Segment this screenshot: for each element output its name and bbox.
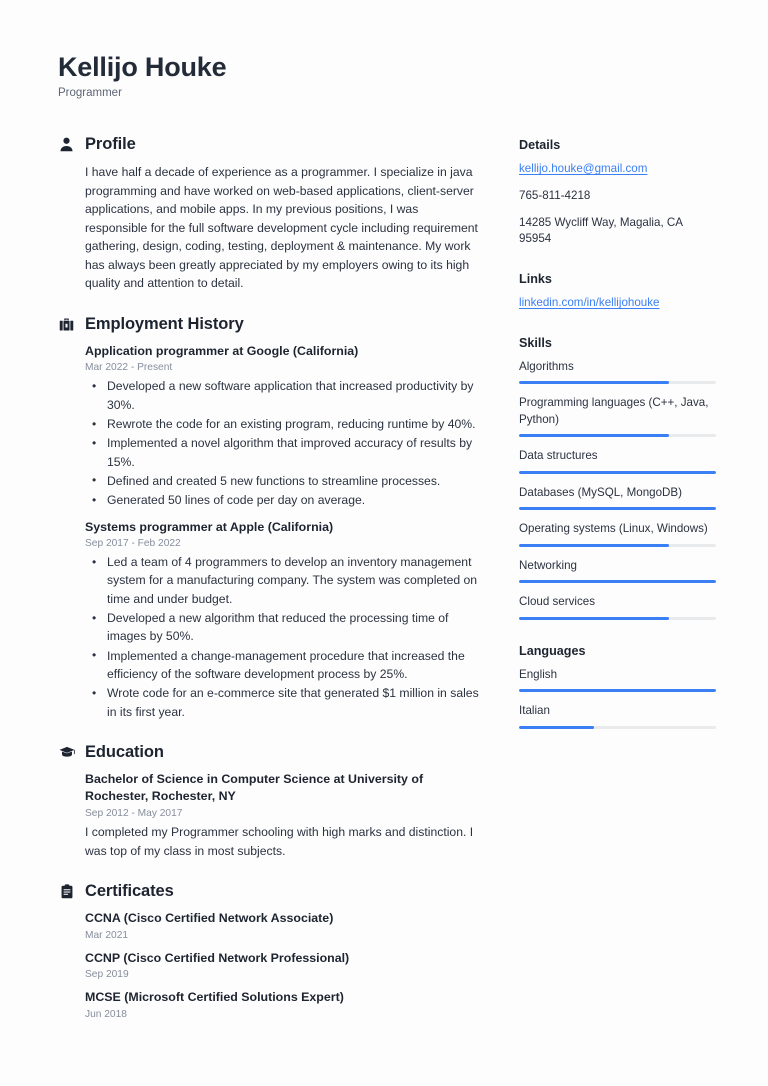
certificate-entry: [85, 989, 483, 1020]
sidebar-skills-title: Skills: [519, 336, 552, 351]
skill-level-track: [519, 434, 716, 437]
list-item: • Implemented a novel algorithm that improved accuracy of results by 15%.: [85, 434, 483, 471]
employment-entry-date: Sep 2017 - Feb 2022: [85, 538, 181, 550]
skill-item: [519, 448, 716, 473]
user-icon: [58, 136, 75, 153]
section-employment: [58, 315, 483, 721]
email-link[interactable]: kellijo.houke@gmail.com: [519, 162, 648, 176]
section-profile: [58, 135, 483, 293]
skill-item: [519, 485, 716, 510]
sidebar-languages: [519, 644, 716, 729]
skill-level-fill: [519, 434, 669, 437]
skill-level-track: [519, 381, 716, 384]
section-employment-body: [58, 343, 483, 721]
language-label: English: [519, 667, 558, 681]
section-profile-title: Profile: [85, 135, 136, 154]
skill-item: [519, 395, 716, 437]
section-certificates: [58, 882, 483, 1020]
briefcase-icon: [58, 316, 75, 333]
sidebar-details-title: Details: [519, 138, 561, 153]
skill-label: Operating systems (Linux, Windows): [519, 522, 708, 536]
list-item: • Implemented a change-management procedure that increased the efficiency of the software development process by 25%.: [85, 647, 483, 684]
main-column: [58, 135, 483, 1042]
employment-entry-title: Application programmer at Google (California): [85, 343, 359, 358]
certificate-title: CCNA (Cisco Certified Network Associate): [85, 911, 334, 926]
skill-label: Algorithms: [519, 360, 574, 374]
certificate-title: MCSE (Microsoft Certified Solutions Expert): [85, 990, 344, 1005]
language-level-track: [519, 726, 716, 729]
clipboard-icon: [58, 883, 75, 900]
skill-level-track: [519, 617, 716, 620]
skill-level-fill: [519, 381, 669, 384]
section-employment-title: Employment History: [85, 314, 244, 333]
employment-entry-date: Mar 2022 - Present: [85, 362, 173, 374]
skill-level-fill: [519, 580, 716, 583]
list-item: • Generated 50 lines of code per day on average.: [85, 491, 483, 509]
list-item: • Led a team of 4 programmers to develop an inventory management system for a manufacturing company. The system was completed on time and under budget.: [85, 553, 483, 608]
resume-columns: [58, 135, 724, 1042]
list-item: • Wrote code for an e-commerce site that generated $1 million in sales in its first year.: [85, 684, 483, 721]
list-item: • Developed a new software application that increased productivity by 30%.: [85, 377, 483, 414]
education-entry: [85, 771, 483, 860]
section-profile-body: [58, 163, 483, 293]
employment-entry: [85, 343, 483, 510]
employment-entry-bullets: [85, 377, 483, 509]
profile-text: I have half a decade of experience as a programmer. I specialize in java programming and have worked on web-based applications, client-server applications, and mobile apps. In my previous positions, I was responsible for the full software development cycle including requirement gathering, design, coding, testing, deployment & maintenance. My work has always been greatly appreciated by my employers owing to its high quality and attention to detail.: [85, 165, 478, 291]
language-item: [519, 667, 716, 692]
candidate-job-title: Programmer: [58, 87, 122, 100]
sidebar-links: [519, 272, 716, 312]
candidate-name: Kellijo Houke: [58, 52, 227, 82]
linkedin-link[interactable]: linkedin.com/in/kellijohouke: [519, 296, 660, 310]
section-employment-header: [58, 315, 483, 334]
skill-label: Databases (MySQL, MongoDB): [519, 485, 683, 499]
section-education: [58, 743, 483, 860]
skill-level-fill: [519, 507, 716, 510]
certificate-date: Mar 2021: [85, 929, 129, 941]
sidebar-links-title: Links: [519, 272, 552, 287]
section-education-body: [58, 771, 483, 860]
skill-level-track: [519, 471, 716, 474]
certificate-date: Jun 2018: [85, 1008, 127, 1020]
section-certificates-title: Certificates: [85, 882, 174, 901]
certificate-entry: [85, 950, 483, 981]
skill-item: [519, 521, 716, 546]
skill-label: Data structures: [519, 449, 598, 463]
employment-entry-title: Systems programmer at Apple (California): [85, 519, 334, 534]
section-education-title: Education: [85, 742, 164, 761]
skill-item: [519, 359, 716, 384]
skill-level-fill: [519, 617, 669, 620]
language-level-track: [519, 689, 716, 692]
skill-level-fill: [519, 471, 716, 474]
language-label: Italian: [519, 704, 550, 718]
list-item: • Developed a new algorithm that reduced the processing time of images by 50%.: [85, 609, 483, 646]
education-entry-date: Sep 2012 - May 2017: [85, 808, 183, 820]
skill-item: [519, 558, 716, 583]
skill-level-track: [519, 507, 716, 510]
section-certificates-body: [58, 910, 483, 1020]
employment-entry: [85, 519, 483, 721]
list-item: • Defined and created 5 new functions to streamline processes.: [85, 472, 483, 490]
skill-label: Cloud services: [519, 595, 596, 609]
certificate-title: CCNP (Cisco Certified Network Professional): [85, 950, 350, 965]
sidebar-details: [519, 138, 716, 248]
section-certificates-header: [58, 882, 483, 901]
language-item: [519, 703, 716, 728]
sidebar-skills: [519, 336, 716, 620]
employment-entry-bullets: [85, 553, 483, 721]
graduation-cap-icon: [58, 744, 75, 761]
sidebar-languages-title: Languages: [519, 643, 586, 658]
language-level-fill: [519, 689, 716, 692]
skill-label: Networking: [519, 558, 577, 572]
resume-header: [58, 52, 724, 99]
address: 14285 Wycliff Way, Magalia, CA 95954: [519, 215, 683, 246]
section-profile-header: [58, 135, 483, 154]
skill-level-track: [519, 544, 716, 547]
education-entry-title: Bachelor of Science in Computer Science at University of Rochester, Rochester, NY: [85, 771, 424, 804]
skill-item: [519, 594, 716, 619]
phone-number: 765-811-4218: [519, 188, 591, 202]
skill-level-fill: [519, 544, 669, 547]
list-item: • Rewrote the code for an existing program, reducing runtime by 40%.: [85, 415, 483, 433]
sidebar-column: [519, 135, 716, 753]
certificate-date: Sep 2019: [85, 969, 129, 981]
section-education-header: [58, 743, 483, 762]
skill-label: Programming languages (C++, Java, Python): [519, 396, 709, 426]
language-level-fill: [519, 726, 594, 729]
certificate-entry: [85, 910, 483, 941]
education-entry-description: I completed my Programmer schooling with high marks and distinction. I was top of my class in most subjects.: [85, 825, 474, 858]
skill-level-track: [519, 580, 716, 583]
